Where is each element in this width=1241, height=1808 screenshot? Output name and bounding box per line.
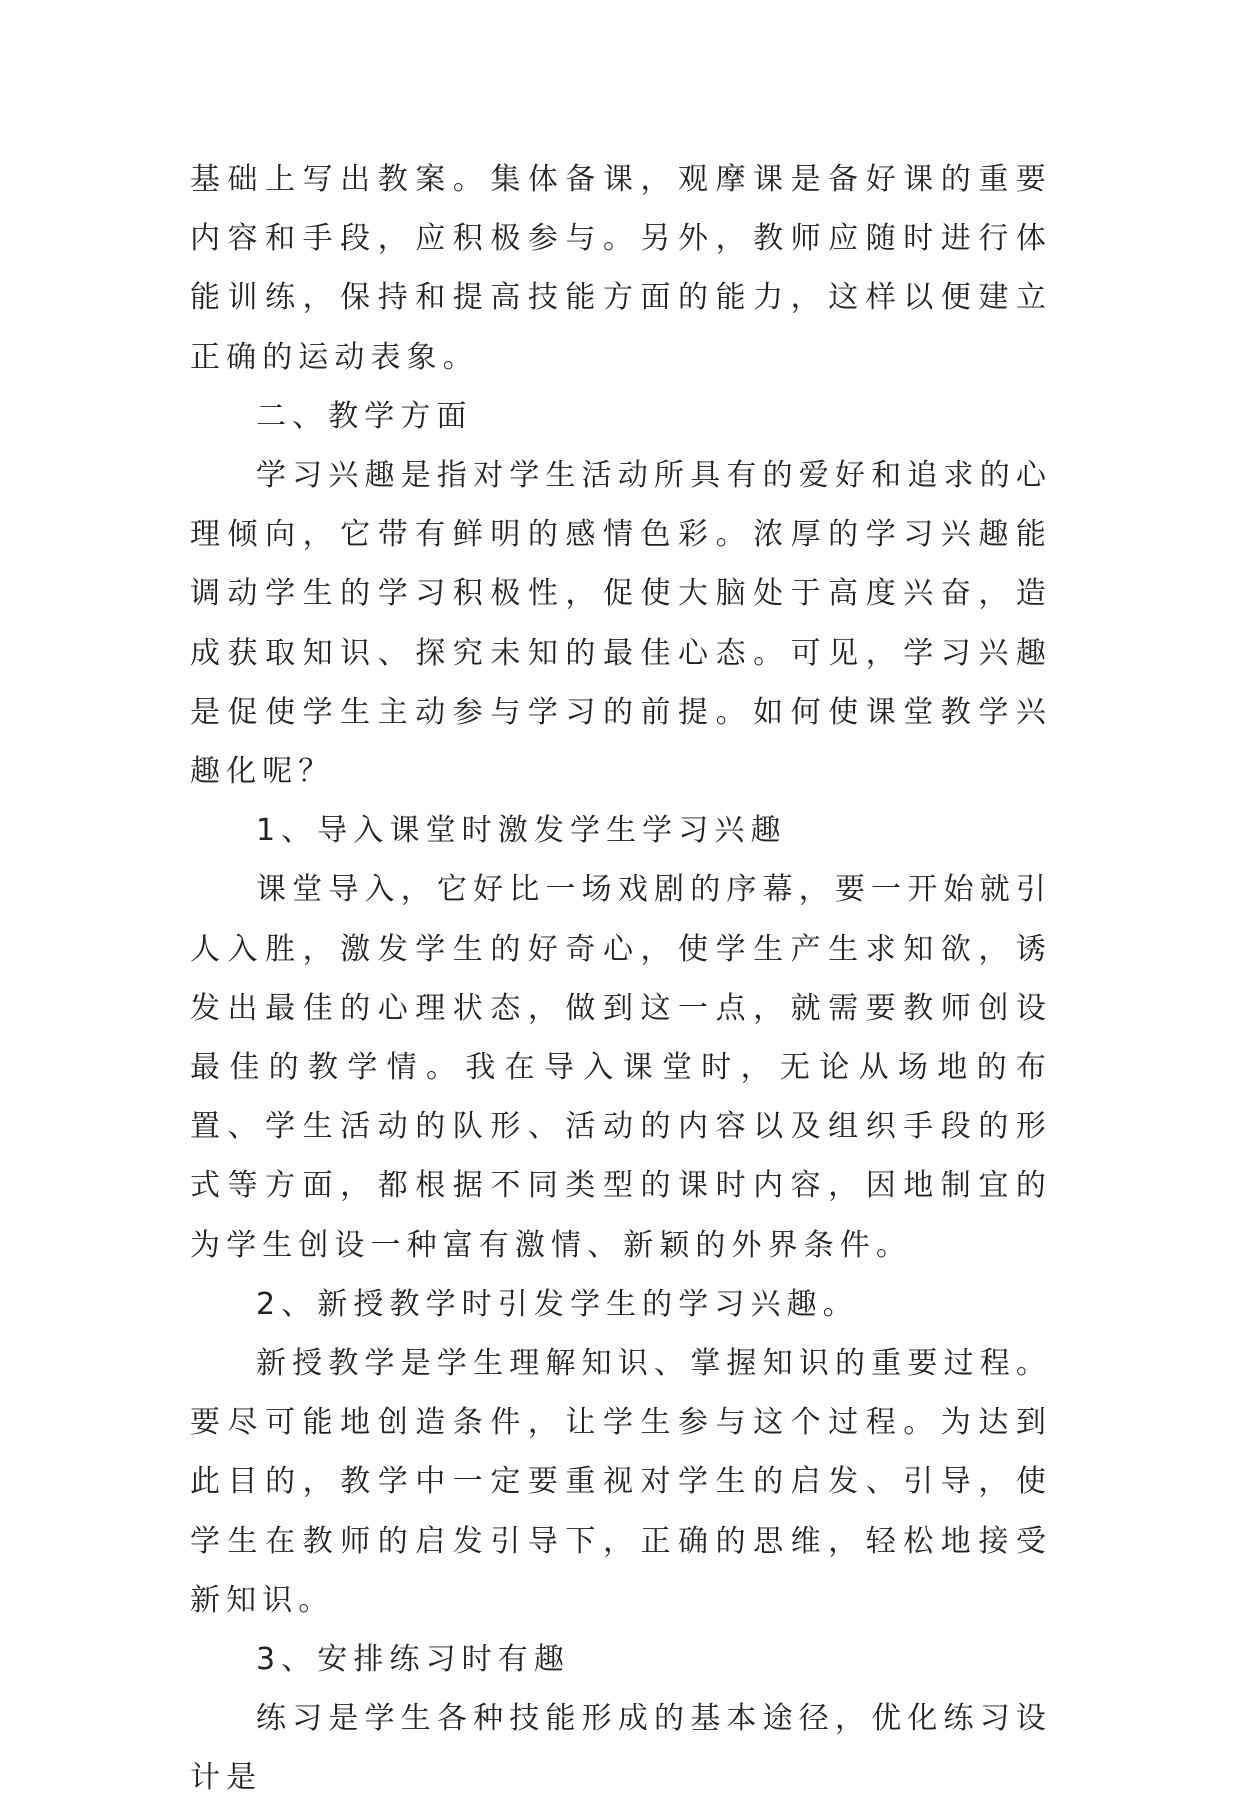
paragraph-new-teaching: 新授教学是学生理解知识、掌握知识的重要过程。要尽可能地创造条件，让学生参与这个过程。为达到此目的，教学中一定要重视对学生的启发、引导，使学生在教师的启发引导下，正确的思维，轻松地接受新知识。 — [190, 1346, 1052, 1618]
subheading-2: 2、新授教学时引发学生的学习兴趣。 — [256, 1286, 859, 1322]
paragraph-class-introduction: 课堂导入，它好比一场戏剧的序幕，要一开始就引人入胜，激发学生的好奇心，使学生产生求知欲，诱发出最佳的心理状态，做到这一点，就需要教师创设最佳的教学情。我在导入课堂时，无论从场地的布置、学生活动的队形、活动的内容以及组织手段的形式等方面，都根据不同类型的课时内容，因地制宜的为学生创设一种富有激情、新颖的外界条件。 — [190, 872, 1052, 1263]
subheading-3: 3、安排练习时有趣 — [256, 1642, 570, 1678]
section-heading-teaching: 二、教学方面 — [256, 398, 473, 434]
document-body — [190, 150, 1052, 1808]
paragraph-learning-interest: 学习兴趣是指对学生活动所具有的爱好和追求的心理倾向，它带有鲜明的感情色彩。浓厚的学习兴趣能调动学生的学习积极性，促使大脑处于高度兴奋，造成获取知识、探究未知的最佳心态。可见，学习兴趣是促使学生主动参与学习的前提。如何使课堂教学兴趣化呢？ — [190, 458, 1052, 790]
subheading-1: 1、导入课堂时激发学生学习兴趣 — [256, 813, 787, 849]
paragraph-continuation: 基础上写出教案。集体备课，观摩课是备好课的重要内容和手段，应积极参与。另外，教师应随时进行体能训练，保持和提高技能方面的能力，这样以便建立正确的运动表象。 — [190, 162, 1052, 375]
paragraph-practice: 练习是学生各种技能形成的基本途径，优化练习设计是 — [190, 1701, 1052, 1796]
